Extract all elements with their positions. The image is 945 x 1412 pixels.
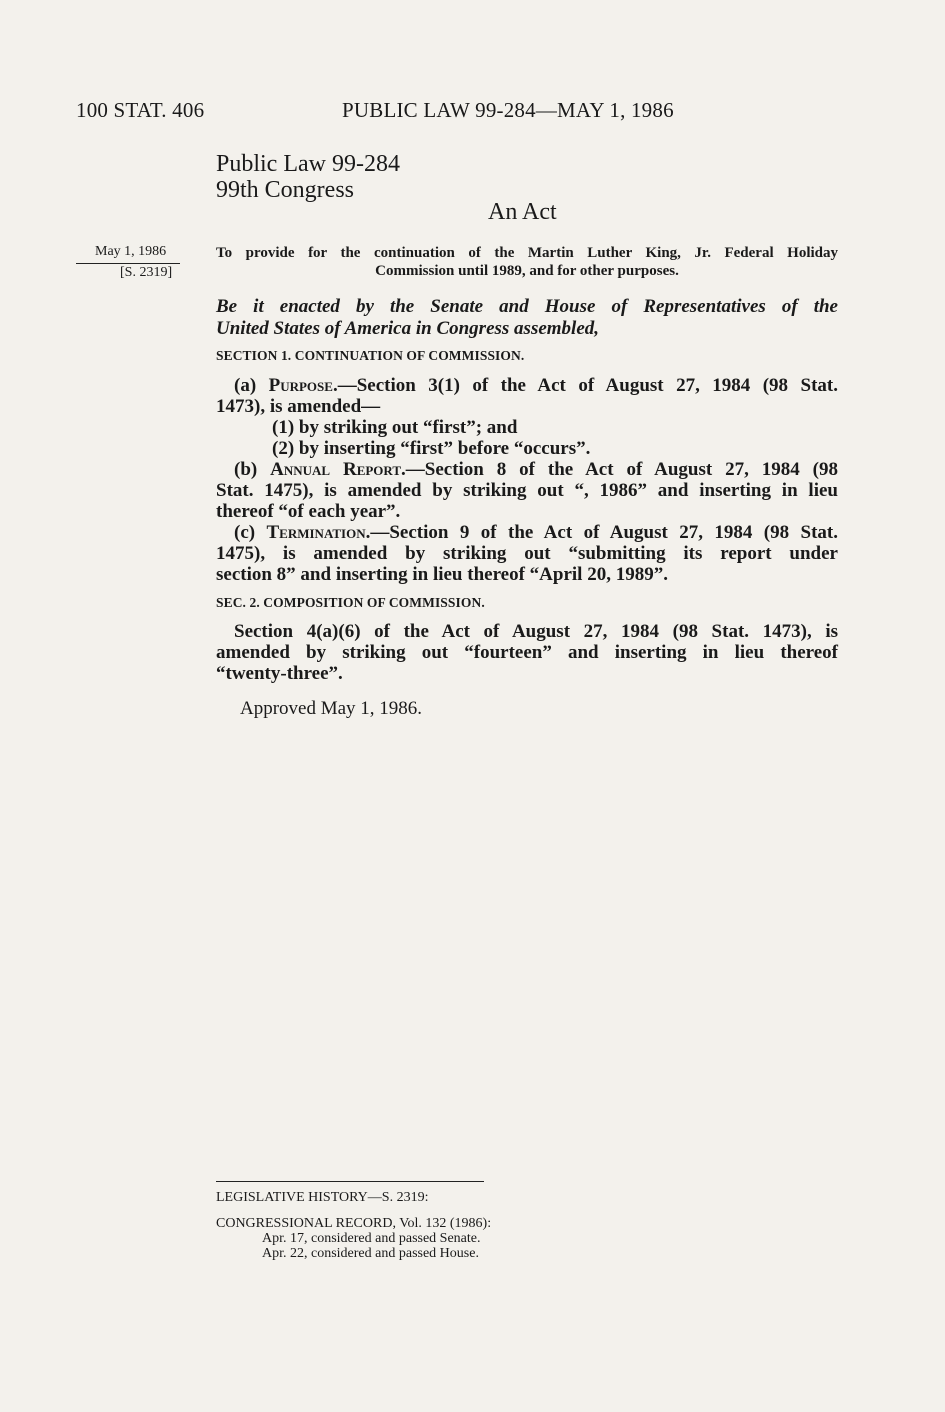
history-entry: Apr. 17, considered and passed Senate. bbox=[262, 1231, 481, 1246]
congress-label: 99th Congress bbox=[216, 177, 354, 203]
subsection-b bbox=[216, 459, 838, 480]
subsection-text: —Section 3(1) of the Act of August 27, 1984 (98 Stat. bbox=[337, 375, 838, 396]
section-1-heading: SECTION 1. CONTINUATION OF COMMISSION. bbox=[216, 348, 525, 363]
section-2-body bbox=[216, 621, 838, 684]
congressional-record: CONGRESSIONAL RECORD, Vol. 132 (1986): bbox=[216, 1216, 492, 1231]
footnote-divider bbox=[216, 1181, 484, 1182]
subsection-caption: Termination. bbox=[266, 522, 371, 543]
subsection-label: (c) bbox=[234, 522, 267, 543]
enacting-line: United States of America in Congress assembled, bbox=[216, 318, 600, 339]
body-line: thereof “of each year”. bbox=[216, 501, 401, 522]
body-line: 1475), is amended by striking out “submitting its report under bbox=[216, 543, 838, 564]
body-line: “twenty-three”. bbox=[216, 663, 343, 684]
subsection-text: —Section 8 of the Act of August 27, 1984 (98 bbox=[405, 459, 838, 480]
body-line: section 8” and inserting in lieu thereof “April 20, 1989”. bbox=[216, 564, 668, 585]
body-line: 1473), is amended— bbox=[216, 396, 381, 417]
approval-line: Approved May 1, 1986. bbox=[240, 698, 423, 719]
page-number: 100 STAT. 406 bbox=[76, 98, 205, 122]
body-line: Section 4(a)(6) of the Act of August 27, 1984 (98 Stat. 1473), is bbox=[234, 621, 838, 642]
subsection-c bbox=[216, 522, 838, 543]
subsection-caption: Annual Report. bbox=[270, 459, 406, 480]
subsection-label: (a) bbox=[234, 375, 269, 396]
law-number: Public Law 99-284 bbox=[216, 151, 400, 177]
body-line: Stat. 1475), is amended by striking out “, 1986” and inserting in lieu bbox=[216, 480, 838, 501]
enacting-line: Be it enacted by the Senate and House of Representatives of the bbox=[216, 296, 838, 317]
body-line: amended by striking out “fourteen” and inserting in lieu thereof bbox=[216, 642, 838, 663]
history-entry: Apr. 22, considered and passed House. bbox=[262, 1246, 479, 1261]
list-item: (1) by striking out “first”; and bbox=[272, 417, 518, 438]
subsection-caption: Purpose. bbox=[268, 375, 338, 396]
long-title-line: Commission until 1989, and for other purposes. bbox=[375, 263, 679, 279]
act-label: An Act bbox=[488, 199, 557, 225]
subsection-label: (b) bbox=[234, 459, 271, 480]
long-title bbox=[216, 244, 838, 280]
margin-date: May 1, 1986 bbox=[95, 244, 167, 259]
running-title: PUBLIC LAW 99-284—MAY 1, 1986 bbox=[342, 98, 674, 122]
margin-bill-number: [S. 2319] bbox=[120, 265, 173, 280]
section-2-heading: SEC. 2. COMPOSITION OF COMMISSION. bbox=[216, 595, 485, 610]
long-title-line: To provide for the continuation of the Martin Luther King, Jr. Federal Holiday bbox=[216, 245, 838, 261]
list-item: (2) by inserting “first” before “occurs”. bbox=[272, 438, 591, 459]
subsection-text: —Section 9 of the Act of August 27, 1984 (98 Stat. bbox=[370, 522, 838, 543]
section-1-body bbox=[216, 375, 838, 585]
subsection-a bbox=[216, 375, 838, 396]
legislative-history-heading: LEGISLATIVE HISTORY—S. 2319: bbox=[216, 1190, 429, 1205]
legislative-history bbox=[216, 1190, 491, 1261]
enacting-clause bbox=[216, 296, 838, 340]
